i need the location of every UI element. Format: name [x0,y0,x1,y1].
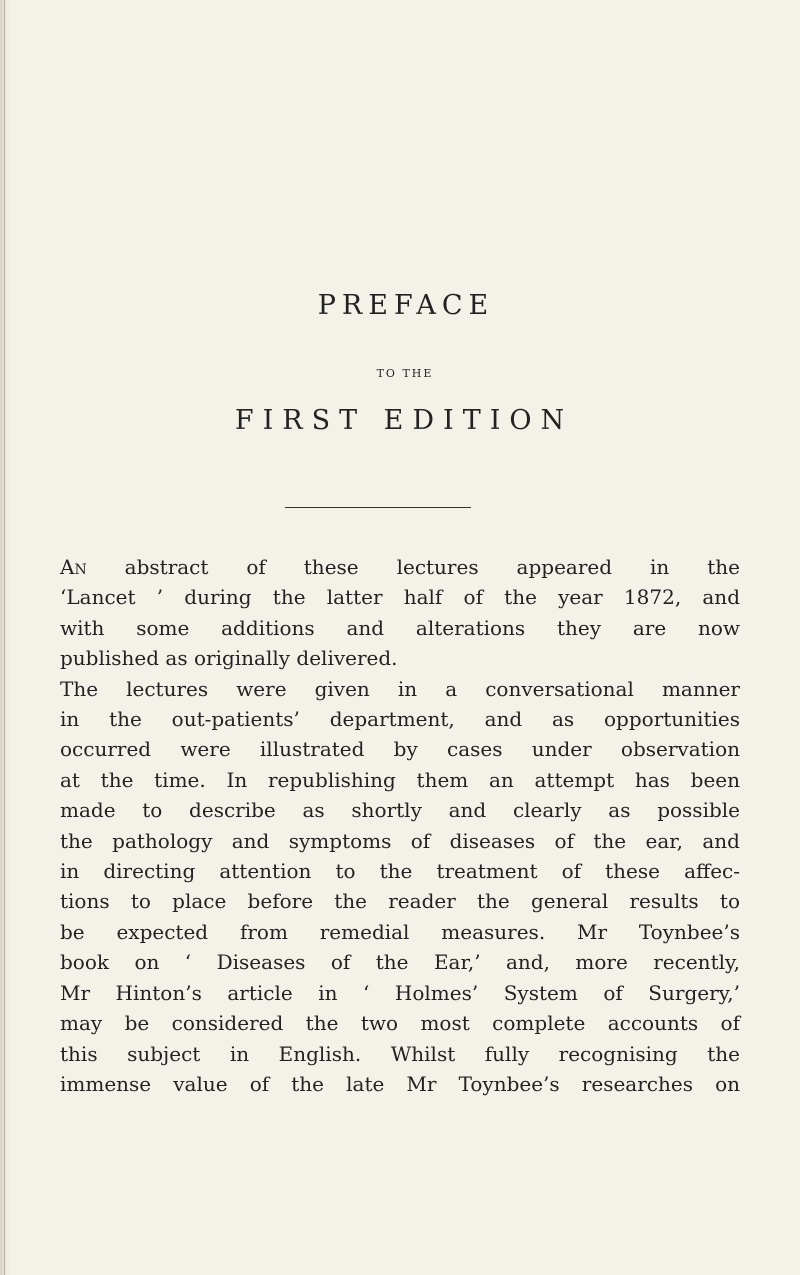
text-line-content: abstract of these lectures appeared in the [86,555,740,579]
heading-rule [285,507,471,508]
text-line: published as originally delivered. [60,646,398,671]
text-line: ‘Lancet ’ during the latter half of the year 1872, and [60,585,740,610]
text-line: tions to place before the reader the general results to [60,889,740,914]
text-line: at the time. In republishing them an attempt has been [60,767,740,792]
text-line: immense value of the late Mr Toynbee’s researches on [60,1071,740,1096]
heading-preface: PREFACE [317,290,495,321]
paragraph-2 [60,674,740,1100]
paragraph-1 [60,552,740,674]
text-line: be expected from remedial measures. Mr Toynbee’s [60,919,740,944]
text-line: may be considered the two most complete accounts of [60,1011,740,1036]
text-line: occurred were illustrated by cases under observation [60,737,740,762]
text-line: made to describe as shortly and clearly as possible [60,798,740,823]
text-line: in directing attention to the treatment of these affec- [60,859,740,884]
heading-to-the: TO THE [376,367,434,380]
text-line: Mr Hinton’s article in ‘ Holmes’ System of Surgery,’ [60,980,740,1005]
page-edge [0,0,10,1275]
text-line: with some additions and alterations they are now [60,615,740,640]
text-line: in the out-patients’ department, and as opportunities [60,707,740,732]
text-line [60,552,740,582]
text-line: The lectures were given in a conversational manner [60,676,740,701]
text-line: book on ‘ Diseases of the Ear,’ and, more recently, [60,950,740,975]
heading-first-edition: FIRST EDITION [234,405,574,436]
text-line: the pathology and symptoms of diseases of the ear, and [60,828,740,853]
body-text [60,552,740,1099]
lead-word: An [60,555,87,579]
text-line: this subject in English. Whilst fully recognising the [60,1041,740,1066]
page-edge-line [4,0,5,1275]
